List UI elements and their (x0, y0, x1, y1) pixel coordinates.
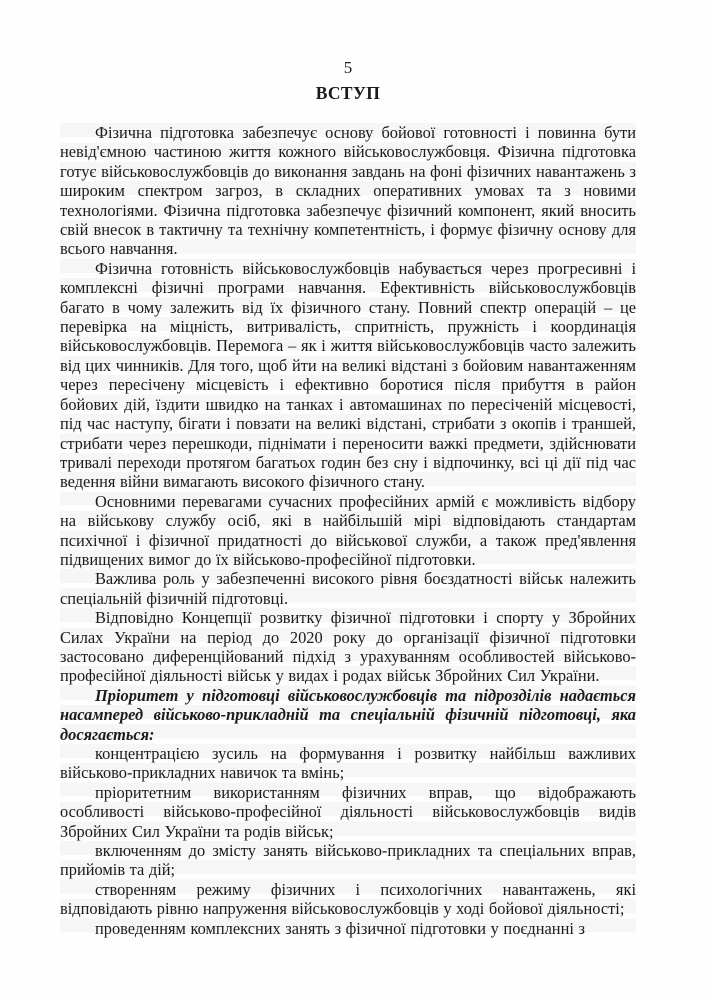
paragraph-concept-2020: Відповідно Концепції розвитку фізичної підготовки і спорту у Збройних Силах України на період до 2020 року до організації фізичної підготовки застосовано диференційований підхід з урахуванням особливостей військово-професійної діяльності військ у видах і родах військ Збройних Сил України. (60, 608, 636, 686)
list-item-priority-use: пріоритетним використанням фізичних вправ, що відображають особливості військово-професійної діяльності військовослужбовців видів Збройних Сил України та родів військ; (60, 782, 636, 841)
list-item-concentration: концентрацією зусиль на формування і розвитку найбільш важливих військово-прикладних навичок та вмінь; (60, 744, 636, 783)
paragraph-special-role: Важлива роль у забезпеченні високого рівня боєздатності військ належить спеціальній фізичній підготовці. (60, 569, 636, 608)
page-number: 5 (343, 58, 353, 77)
page-body (60, 123, 636, 938)
list-item-load-regime: створенням режиму фізичних і психологічних навантажень, які відповідають рівню напруження військовослужбовців у ході бойової діяльності; (60, 879, 636, 919)
list-item-complex-lessons: проведенням комплексних занять з фізичної підготовки у поєднанні з (95, 918, 585, 938)
paragraph-readiness: Фізична готовність військовослужбовців набувається через прогресивні і комплексні фізичні програми навчання. Ефективність військовослужбовців багато в чому залежить від їх фізичного стану. Повний спектр операцій – це перевірка на міцність, витривалість, спритність, пружність і координація військовослужбовців. Перемога – як і життя військовослужбовців часто залежить від цих чинників. Для того, щоб йти на великі відстані з бойовим навантаженням через пересічену місцевість і ефективно боротися після прибуття в район бойових дій, їздити швидко на танках і автомашинах по пересіченій місцевості, під час наступу, бігати і повзати на великі відстані, стрибати з окопів і траншей, стрибати через перешкоди, піднімати і переносити важкі предмети, здійснювати тривалі переходи протягом багатьох годин без сну і відпочинку, всі ці дії під час ведення війни вимагають високого фізичного стану. (60, 258, 636, 492)
paragraph-intro-1: Фізична підготовка забезпечує основу бойової готовності і повинна бути невід'ємною частиною життя кожного військовослужбовця. Фізична підготовка готує військовослужбовців до виконання завдань на фоні фізичних навантажень з широким спектром загроз, в складних оперативних умовах та з новими технологіями. Фізична підготовка забезпечує фізичний компонент, який вносить свій внесок в тактичну та технічну компетентність, і формує фізичну основу для всього навчання. (60, 123, 636, 259)
page-title: ВСТУП (315, 83, 381, 103)
list-item-inclusion: включенням до змісту занять військово-прикладних та спеціальних вправ, прийомів та дій; (60, 841, 636, 880)
paragraph-priority-emphasis: Пріоритет у підготовці військовослужбовців та підрозділів надається насамперед військово-прикладній та спеціальній фізичній підготовці, яка досягається: (60, 685, 636, 744)
paragraph-advantages: Основними перевагами сучасних професійних армій є можливість відбору на військову службу осіб, які в найбільшій мірі відповідають стандартам психічної і фізичної придатності до військової служби, а також пред'явлення підвищених вимог до їх військово-професійної підготовки. (60, 491, 636, 569)
